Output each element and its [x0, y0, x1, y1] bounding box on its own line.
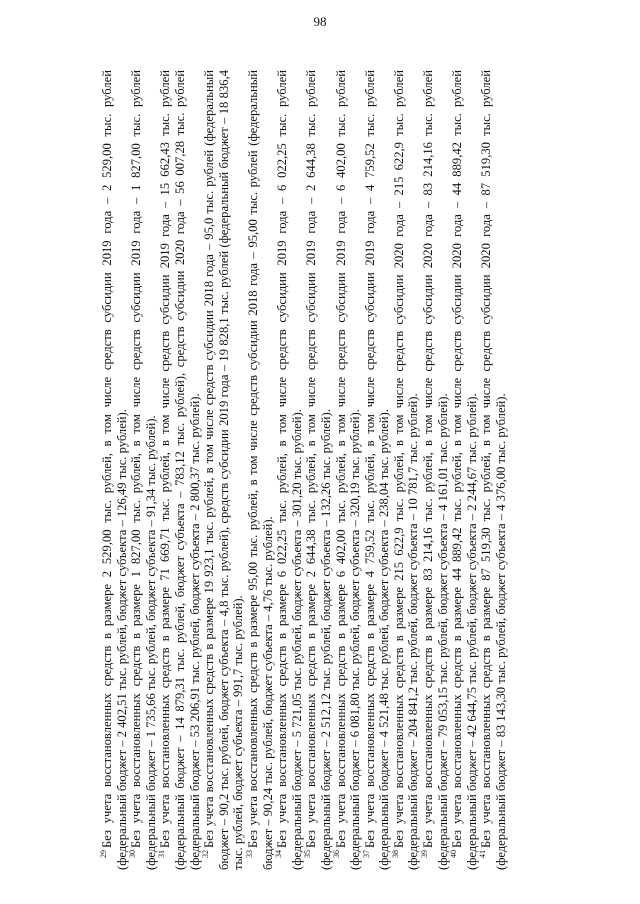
footnote-number: 36 — [332, 850, 342, 858]
footnote-text: Без учета восстановленных средств в размере 71 669,71 тыс. рублей, в том числе средств субсидии 2019 года – 15 662,43 тыс. рублей (федеральный бюджет – 14 879,31 тыс. рублей, бюджет субъекта – 783,12 тыс. рублей), средств субсидии 2020 года – 56 007,28 тыс. рублей (федеральный бюджет – 53 206,91 тыс. рублей, бюджет субъекта – 2 800,37 тыс. рублей). — [158, 70, 202, 870]
footnote-text: Без учета восстановленных средств в размере 19 923,1 тыс. рублей, в том числе средств субсидии 2018 года – 95,0 тыс. рублей (федеральный бюджет – 90,2 тыс. рублей, бюджет субъекта – 4,8 тыс. рублей), средств субсидии 2019 года – 19 828,1 тыс. рублей (федеральный бюджет – 18 836,4 тыс. рублей, бюджет субъекта – 991,7 тыс. рублей). — [202, 70, 246, 870]
footnote — [479, 70, 508, 870]
footnote — [363, 70, 392, 870]
footnotes-block — [100, 70, 509, 870]
footnote — [334, 70, 363, 870]
footnote-text: Без учета восстановленных средств в размере 87 519,30 тыс. рублей, в том числе средств субсидии 2020 года – 87 519,30 тыс. рублей (федеральный бюджет – 83 143,30 тыс. рублей, бюджет субъекта – 4 376,00 тыс. рублей). — [479, 70, 509, 870]
footnote-number: 39 — [419, 850, 429, 858]
footnote-text: Без учета восстановленных средств в размере 2 644,38 тыс. рублей, в том числе средств субсидии 2019 года – 2 644,38 тыс. рублей (федеральный бюджет – 2 512,12 тыс. рублей, бюджет субъекта – 132,26 тыс. рублей). — [304, 70, 333, 870]
footnote — [304, 70, 333, 870]
footnote-number: 37 — [361, 850, 371, 858]
footnote-number: 32 — [200, 850, 210, 858]
footnote-number: 30 — [128, 850, 137, 858]
footnote-text: Без учета восстановленных средств в размере 4 759,52 тыс. рублей, в том числе средств субсидии 2019 года – 4 759,52 тыс. рублей (федеральный бюджет – 4 521,48 тыс. рублей, бюджет субъекта – 238,04 тыс. рублей). — [362, 70, 392, 870]
footnote — [129, 70, 158, 870]
footnote-number: 41 — [478, 850, 488, 858]
footnote-text: Без учета восстановленных средств в размере 6 022,25 тыс. рублей, в том числе средств субсидии 2019 года – 6 022,25 тыс. рублей (федеральный бюджет – 5 721,05 тыс. рублей, бюджет субъекта – 301,20 тыс. рублей). — [275, 70, 304, 870]
footnote-number: 33 — [244, 850, 254, 858]
footnote-text: Без учета восстановленных средств в размере 2 529,00 тыс. рублей, в том числе средств субсидии 2019 года – 2 529,00 тыс. рублей (федеральный бюджет – 2 402,51 тыс. рублей, бюджет субъекта – 126,49 тыс. рублей). — [100, 70, 129, 870]
footnote-text: Без учета восстановленных средств в размере 1 827,00 тыс. рублей, в том числе средств субсидии 2019 года – 1 827,00 тыс. рублей (федеральный бюджет – 1 735,66 тыс. рублей, бюджет субъекта – 91,34 тыс. рублей). — [129, 70, 158, 870]
footnote — [246, 70, 275, 870]
footnote-number: 31 — [157, 850, 167, 858]
footnote-text: Без учета восстановленных средств в размере 83 214,16 тыс. рублей, в том числе средств субсидии 2020 года – 83 214,16 тыс. рублей (федеральный бюджет – 79 053,15 тыс. рублей, бюджет субъекта – 4 161,01 тыс. рублей). — [421, 70, 450, 870]
footnote-text: Без учета восстановленных средств в размере 95,00 тыс. рублей, в том числе средств субсидии 2018 года – 95,00 тыс. рублей (федеральный бюджет – 90,24 тыс. рублей, бюджет субъекта – 4,76 тыс. рублей). — [245, 70, 275, 870]
page-number: 98 — [313, 14, 327, 29]
footnote — [158, 70, 202, 870]
footnote — [275, 70, 304, 870]
footnote-number: 29 — [98, 850, 108, 858]
footnote-number: 40 — [449, 850, 459, 858]
footnote-text: Без учета восстановленных средств в размере 215 622,9 тыс. рублей, в том числе средств субсидии 2020 года – 215 622,9 тыс. рублей (федеральный бюджет – 204 841,2 тыс. рублей, бюджет субъекта – 10 781,7 тыс. рублей). — [391, 70, 421, 870]
footnote-number: 34 — [273, 850, 283, 858]
footnote — [202, 70, 246, 870]
footnote-text: Без учета восстановленных средств в размере 44 889,42 тыс. рублей, в том числе средств субсидии 2020 года – 44 889,42 тыс. рублей (федеральный бюджет – 42 644,75 тыс. рублей, бюджет субъекта – 2 244,67 тыс. рублей). — [450, 70, 479, 870]
footnote-text: Без учета восстановленных средств в размере 6 402,00 тыс. рублей, в том числе средств субсидии 2019 года – 6 402,00 тыс. рублей (федеральный бюджет – 6 081,80 тыс. рублей, бюджет субъекта – 320,19 тыс. рублей). — [333, 70, 363, 870]
footnote-number: 38 — [390, 850, 400, 858]
footnote-number: 35 — [303, 850, 313, 858]
footnote — [392, 70, 421, 870]
footnote — [421, 70, 450, 870]
footnote — [100, 70, 129, 870]
footnote — [450, 70, 479, 870]
